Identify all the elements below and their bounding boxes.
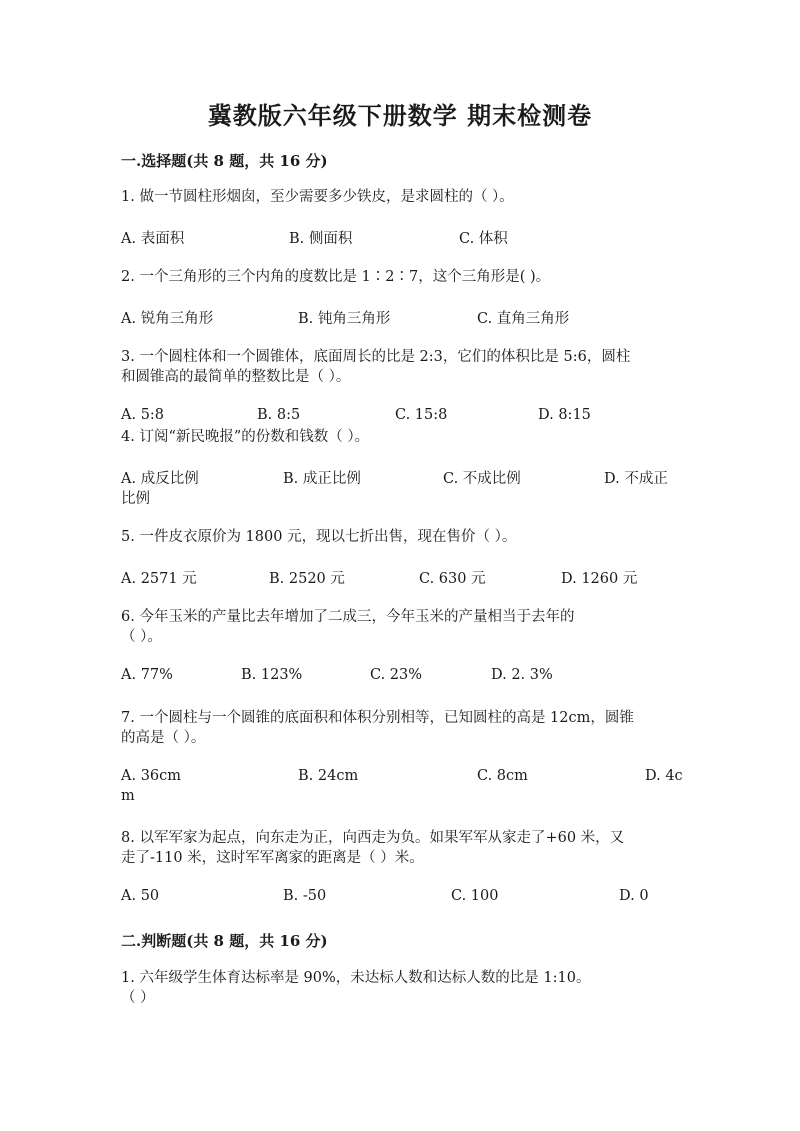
option-c: C. 23% <box>370 667 423 683</box>
question-1-options <box>121 227 681 247</box>
option-d: D. 4c <box>645 768 683 784</box>
option-b: B. 侧面积 <box>289 231 353 247</box>
judgement-1-line-2: （ ） <box>121 990 155 1006</box>
section-heading-judgement: 二.判断题(共 8 题，共 16 分) <box>121 932 328 950</box>
question-7-options <box>121 768 681 788</box>
section-heading-choice: 一.选择题(共 8 题，共 16 分) <box>121 152 328 170</box>
question-4: 4. 订阅“新民晚报”的份数和钱数（ ）。 <box>121 429 370 445</box>
option-b: B. 成正比例 <box>283 471 361 487</box>
question-8-line-2: 走了-110 米，这时军军离家的距离是（ ）米。 <box>121 850 424 866</box>
option-c: C. 体积 <box>459 231 508 247</box>
option-d: D. 不成正 <box>604 471 668 487</box>
option-d: D. 2. 3% <box>491 667 553 683</box>
option-d: D. 0 <box>619 888 649 904</box>
option-a: A. 50 <box>121 888 160 904</box>
question-3-line-1: 3. 一个圆柱体和一个圆锥体，底面周长的比是 2:3，它们的体积比是 5:6，圆柱 <box>121 349 631 365</box>
option-a: A. 成反比例 <box>121 471 199 487</box>
question-2: 2. 一个三角形的三个内角的度数比是 1∶2∶7，这个三角形是( )。 <box>121 269 551 285</box>
question-7-line-2: 的高是（ ）。 <box>121 730 206 746</box>
judgement-1-line-1: 1. 六年级学生体育达标率是 90%，未达标人数和达标人数的比是 1:10。 <box>121 970 591 986</box>
question-3-options <box>121 407 681 427</box>
option-a: A. 表面积 <box>121 231 185 247</box>
page-title: 冀教版六年级下册数学 期末检测卷 <box>207 101 593 130</box>
option-b: B. 8:5 <box>257 407 301 423</box>
option-c: C. 15:8 <box>395 407 448 423</box>
option-a: A. 5:8 <box>121 407 165 423</box>
option-b: B. -50 <box>283 888 327 904</box>
option-c: C. 8cm <box>477 768 528 784</box>
option-c: C. 直角三角形 <box>477 311 570 327</box>
option-b: B. 2520 元 <box>269 571 345 587</box>
option-b: B. 123% <box>241 667 303 683</box>
option-d-wrap: 比例 <box>121 491 150 507</box>
question-8-options <box>121 888 681 908</box>
option-b: B. 钝角三角形 <box>298 311 391 327</box>
option-d-wrap: m <box>121 788 135 804</box>
question-6-line-2: （ ）。 <box>121 629 162 645</box>
option-c: C. 不成比例 <box>443 471 521 487</box>
question-3-line-2: 和圆锥高的最简单的整数比是（ ）。 <box>121 369 351 385</box>
question-5: 5. 一件皮衣原价为 1800 元，现以七折出售，现在售价（ ）。 <box>121 529 517 545</box>
option-a: A. 锐角三角形 <box>121 311 214 327</box>
option-c: C. 630 元 <box>419 571 486 587</box>
question-7-line-1: 7. 一个圆柱与一个圆锥的底面积和体积分别相等，已知圆柱的高是 12cm，圆锥 <box>121 710 634 726</box>
question-1: 1. 做一节圆柱形烟囱，至少需要多少铁皮，是求圆柱的（ ）。 <box>121 189 514 205</box>
option-a: A. 2571 元 <box>121 571 197 587</box>
question-2-options <box>121 307 681 327</box>
question-6-line-1: 6. 今年玉米的产量比去年增加了二成三，今年玉米的产量相当于去年的 <box>121 609 575 625</box>
option-d: D. 8:15 <box>538 407 591 423</box>
question-8-line-1: 8. 以军军家为起点，向东走为正，向西走为负。如果军军从家走了+60 米，又 <box>121 830 625 846</box>
question-6-options <box>121 667 681 687</box>
question-5-options <box>121 567 681 587</box>
option-a: A. 36cm <box>121 768 182 784</box>
option-b: B. 24cm <box>298 768 359 784</box>
option-d: D. 1260 元 <box>561 571 638 587</box>
option-a: A. 77% <box>121 667 173 683</box>
option-c: C. 100 <box>451 888 499 904</box>
question-4-options <box>121 467 681 487</box>
